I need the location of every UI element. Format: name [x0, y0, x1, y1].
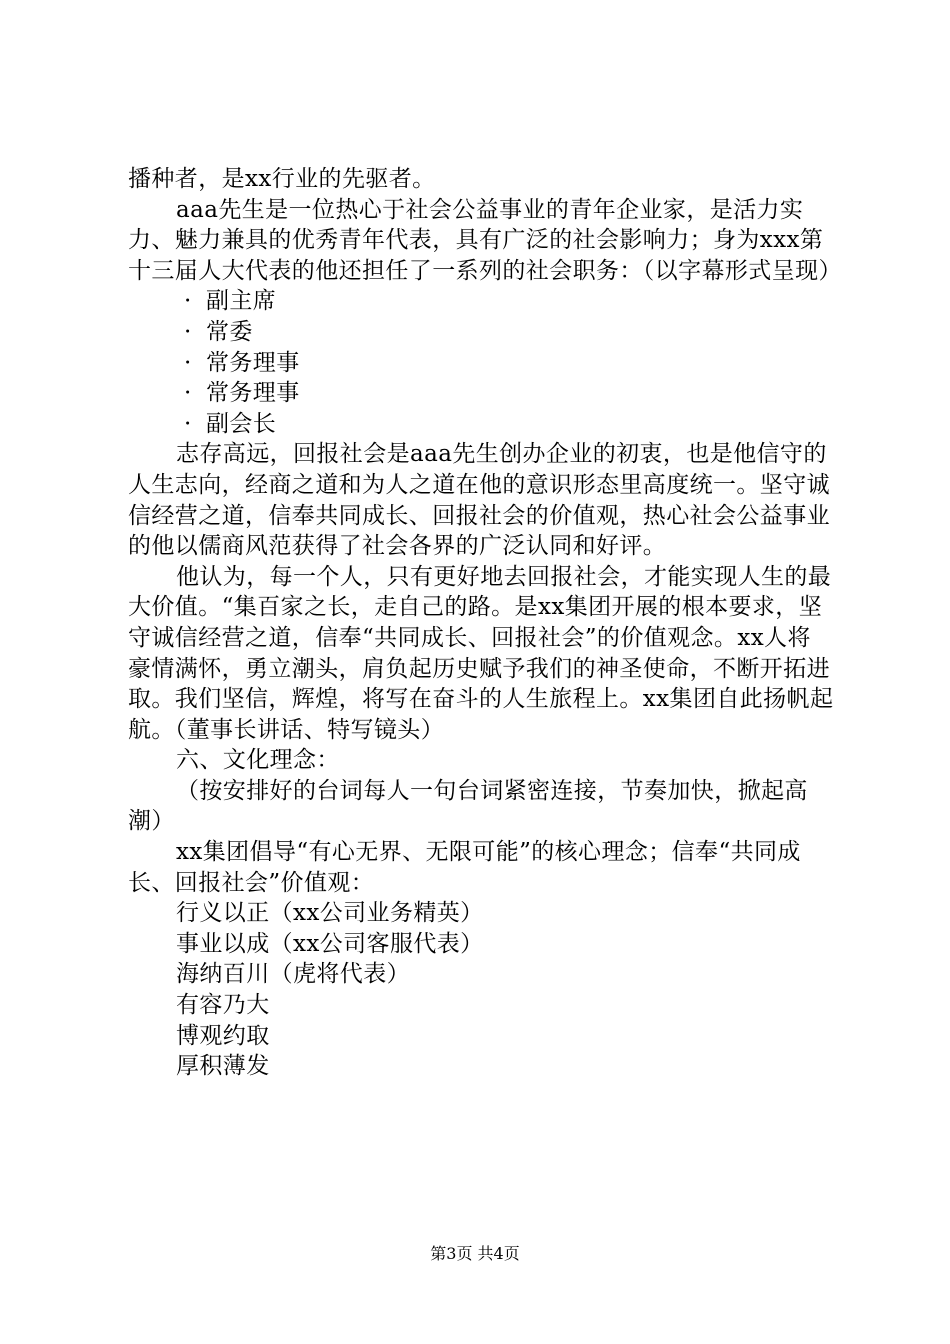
paragraph-stage-note: （按安排好的台词每人一句台词紧密连接，节奏加快，掀起高潮） [128, 777, 808, 835]
bullet-item: · 常委 [184, 318, 253, 345]
bullet-item: · 副主席 [184, 288, 277, 315]
value-item: 事业以成（xx公司客服代表） [176, 930, 484, 957]
section-heading: 六、文化理念： [176, 747, 340, 774]
bullet-item: · 常务理事 [184, 349, 300, 376]
paragraph-profile: aaa先生是一位热心于社会公益事业的青年企业家，是活力实力、魅力兼具的优秀青年代表，具有广泛的社会影响力；身为xxx第十三届人大代表的他还担任了一系列的社会职务：（以字幕形式呈现） [128, 196, 842, 284]
value-item: 博观约取 [176, 1022, 270, 1049]
bullet-item: · 常务理事 [184, 380, 300, 407]
document-body [128, 164, 842, 1082]
value-item: 有容乃大 [176, 992, 270, 1019]
paragraph-core-idea: xx集团倡导“有心无界、无限可能”的核心理念；信奉“共同成长、回报社会”价值观： [128, 839, 801, 896]
paragraph-intro: 播种者，是xx行业的先驱者。 [128, 166, 436, 192]
paragraph-belief: 他认为，每一个人，只有更好地去回报社会，才能实现人生的最大价值。“集百家之长，走自己的路。是xx集团开展的根本要求，坚守诚信经营之道，信奉“共同成长、回报社会”的价值观念。xx人将豪情满怀，勇立潮头，肩负起历史赋予我们的神圣使命，不断开拓进取。我们坚信，辉煌，将写在奋斗的人生旅程上。xx集团自此扬帆起航。（董事长讲话、特写镜头） [128, 563, 834, 743]
bullet-item: · 副会长 [184, 410, 277, 437]
paragraph-ambition: 志存高远，回报社会是aaa先生创办企业的初衷，也是他信守的人生志向，经商之道和为人之道在他的意识形态里高度统一。坚守诚信经营之道，信奉共同成长、回报社会的价值观，热心社会公益事业的他以儒商风范获得了社会各界的广泛认同和好评。 [128, 441, 830, 560]
value-item: 厚积薄发 [176, 1053, 270, 1080]
value-item: 行义以正（xx公司业务精英） [176, 900, 484, 927]
page-footer: 第3页 共4页 [430, 1244, 520, 1263]
value-item: 海纳百川（虎将代表） [176, 961, 410, 988]
